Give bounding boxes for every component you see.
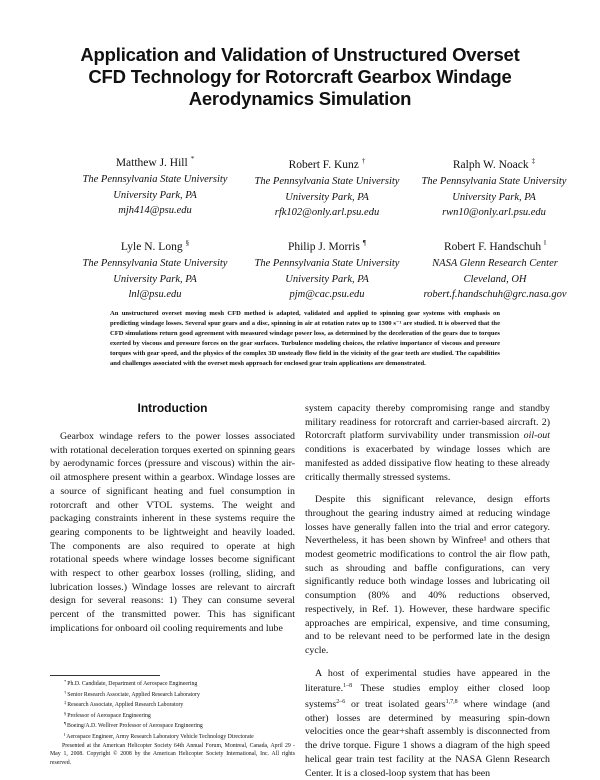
author-block bbox=[65, 235, 245, 303]
body-paragraph: Despite this significant relevance, design efforts throughout the gearing industry aimed at reducing windage losses have generally fallen into the trial and error category. Nevertheless, it has been shown by Winfree¹ and others that modest geometric modifications to control the air flow path, such as shrouding and baffle configurations, can very significantly reduce both windage losses and lubricating oil consumption (80% and 40% reductions observed, respectively, in Ref. 1). However, these hardware specific approaches are empirical, expensive, and time consuming, and to be relevant need to be performed late in the design cycle. bbox=[305, 494, 550, 656]
title-line: Aerodynamics Simulation bbox=[188, 88, 412, 109]
author-affiliation: The Pennsylvania State University bbox=[254, 176, 400, 187]
footnote: ¶Boeing/A.D. Welliver Professor of Aerospace Engineering bbox=[64, 721, 203, 730]
author-affiliation: The Pennsylvania State University bbox=[254, 258, 400, 269]
citation-ref[interactable]: 1,7,8 bbox=[445, 699, 458, 706]
citation-ref[interactable]: 1–8 bbox=[343, 683, 353, 690]
section-heading-introduction: Introduction bbox=[137, 401, 208, 415]
author-mark: ‡ bbox=[531, 157, 536, 165]
body-paragraph: Gearbox windage refers to the power losses associated with rotational deceleration torques exerted on spinning gears by aerodynamic forces (pressure and viscous) within the air-oil atmosphere present within a gearbox. Windage losses are a source of significant heating and fuel consumption in rotorcraft and other VTOL systems. The weight and packaging constraints inherent in these systems require the gearing components to be lightweight and heavily loaded. The components are also required to operate at high rotational speeds where windage losses become significant with respect to other gearbox losses (rolling, sliding, and lubrication losses.) Windage losses are relevant to aircraft design for several reasons: 1) They can consume several percent of the transmitted power. This has significant implications for onboard oil cooling requirements and lube bbox=[50, 431, 295, 634]
right-column bbox=[305, 402, 550, 780]
body-paragraph: system capacity thereby compromising range and standby military readiness for rotorcraft and carrier-based aircraft. 2) Rotorcraft platform survivability under transmission oil-out conditions is exacerbated by windage losses which are manifested as added dissipative flow heating to these already critically thermally stressed systems. bbox=[305, 403, 550, 483]
author-location: University Park, PA bbox=[285, 191, 369, 203]
author-name: Philip J. Morris ¶ bbox=[287, 239, 367, 253]
author-mark: † bbox=[361, 157, 366, 165]
author-email[interactable]: robert.f.handschuh@grc.nasa.gov bbox=[423, 289, 567, 300]
author-block bbox=[65, 151, 245, 219]
author-mark: § bbox=[185, 239, 190, 247]
author-affiliation: The Pennsylvania State University bbox=[421, 176, 567, 187]
author-mark: ‖ bbox=[544, 239, 547, 247]
author-mark: ¶ bbox=[362, 239, 367, 247]
footnote: †Senior Research Associate, Applied Research Laboratory bbox=[64, 689, 200, 698]
author-name: Robert F. Handschuh ‖ bbox=[443, 239, 547, 253]
presentation-note: Presented at the American Helicopter Society 64th Annual Forum, Montreal, Canada, April 29 - May 1, 2008. Copyright © 2008 by the American Helicopter Society International, Inc. All rights reserved. bbox=[50, 742, 295, 766]
author-location: Cleveland, OH bbox=[463, 273, 527, 285]
author-name: Lyle N. Long § bbox=[120, 239, 190, 253]
author-affiliation: NASA Glenn Research Center bbox=[432, 258, 558, 269]
citation-ref[interactable]: 2–6 bbox=[336, 699, 346, 706]
footnote: ‖Aerospace Engineer, Army Research Laboratory Vehicle Technology Directorate bbox=[64, 731, 254, 740]
author-email[interactable]: lnl@psu.edu bbox=[128, 289, 182, 300]
author-affiliation: The Pennsylvania State University bbox=[82, 258, 228, 269]
author-block bbox=[237, 153, 417, 221]
author-location: University Park, PA bbox=[285, 273, 369, 285]
footnotes bbox=[50, 678, 295, 767]
title-line: Application and Validation of Unstructured Overset bbox=[80, 44, 520, 65]
author-affiliation: The Pennsylvania State University bbox=[82, 174, 228, 185]
author-location: University Park, PA bbox=[452, 191, 536, 203]
abstract: An unstructured overset moving mesh CFD method is adapted, validated and applied to spinning gear systems with emphasis on predicting windage losses. Several spur gears and a disc, spinning in air at rotation rates up to 1300 s⁻¹ are studied. It is observed that the CFD simulations return good agreement with measured windage power loss, as determined by the deceleration of the gears due to torques exerted by viscous and pressure forces on the gear surfaces. Turbulence modeling choices, the relative importance of viscous and pressure torques with gear speed, and the physics of the complex 3D unsteady flow field in the vicinity of the gear teeth are studied. The capabilities and challenges associated with the overset mesh approach for enclosed gear train applications are demonstrated. bbox=[110, 310, 500, 367]
author-block bbox=[395, 235, 595, 303]
paper-title bbox=[40, 44, 560, 110]
body-paragraph: A host of experimental studies have appeared in the literature.$^{1-8}$ These studies employ either closed loop systems$^{2-6}$ or treat isolated gears$^{1,7,8}$ where windage (and other) losses are determined by measuring spin-down velocities once the gear+shaft assembly is disconnected from the drive torque. Figure 1 shows a diagram of the high speed helical gear train test facility at the NASA Glenn Research Center. It is a closed-loop system that has been bbox=[305, 667, 550, 779]
author-mark: * bbox=[190, 155, 195, 163]
author-email[interactable]: rfk102@only.arl.psu.edu bbox=[274, 207, 380, 218]
author-block bbox=[237, 235, 417, 303]
title-line: CFD Technology for Rotorcraft Gearbox Windage bbox=[88, 66, 512, 87]
author-block bbox=[404, 153, 584, 221]
left-column bbox=[50, 430, 295, 636]
footnote-rule bbox=[50, 675, 160, 676]
author-location: University Park, PA bbox=[113, 273, 197, 285]
footnote: §Professor of Aerospace Engineering bbox=[64, 710, 151, 719]
footnote: *Ph.D. Candidate, Department of Aerospace Engineering bbox=[64, 679, 198, 687]
author-email[interactable]: rwn10@only.arl.psu.edu bbox=[442, 207, 546, 218]
footnote: ‡Research Associate, Applied Research Laboratory bbox=[64, 700, 184, 709]
author-name: Matthew J. Hill * bbox=[115, 155, 195, 169]
author-email[interactable]: mjh414@psu.edu bbox=[118, 205, 192, 216]
author-location: University Park, PA bbox=[113, 189, 197, 201]
author-name: Ralph W. Noack ‡ bbox=[452, 157, 536, 171]
author-name: Robert F. Kunz † bbox=[288, 157, 366, 171]
author-email[interactable]: pjm@cac.psu.edu bbox=[289, 289, 365, 300]
